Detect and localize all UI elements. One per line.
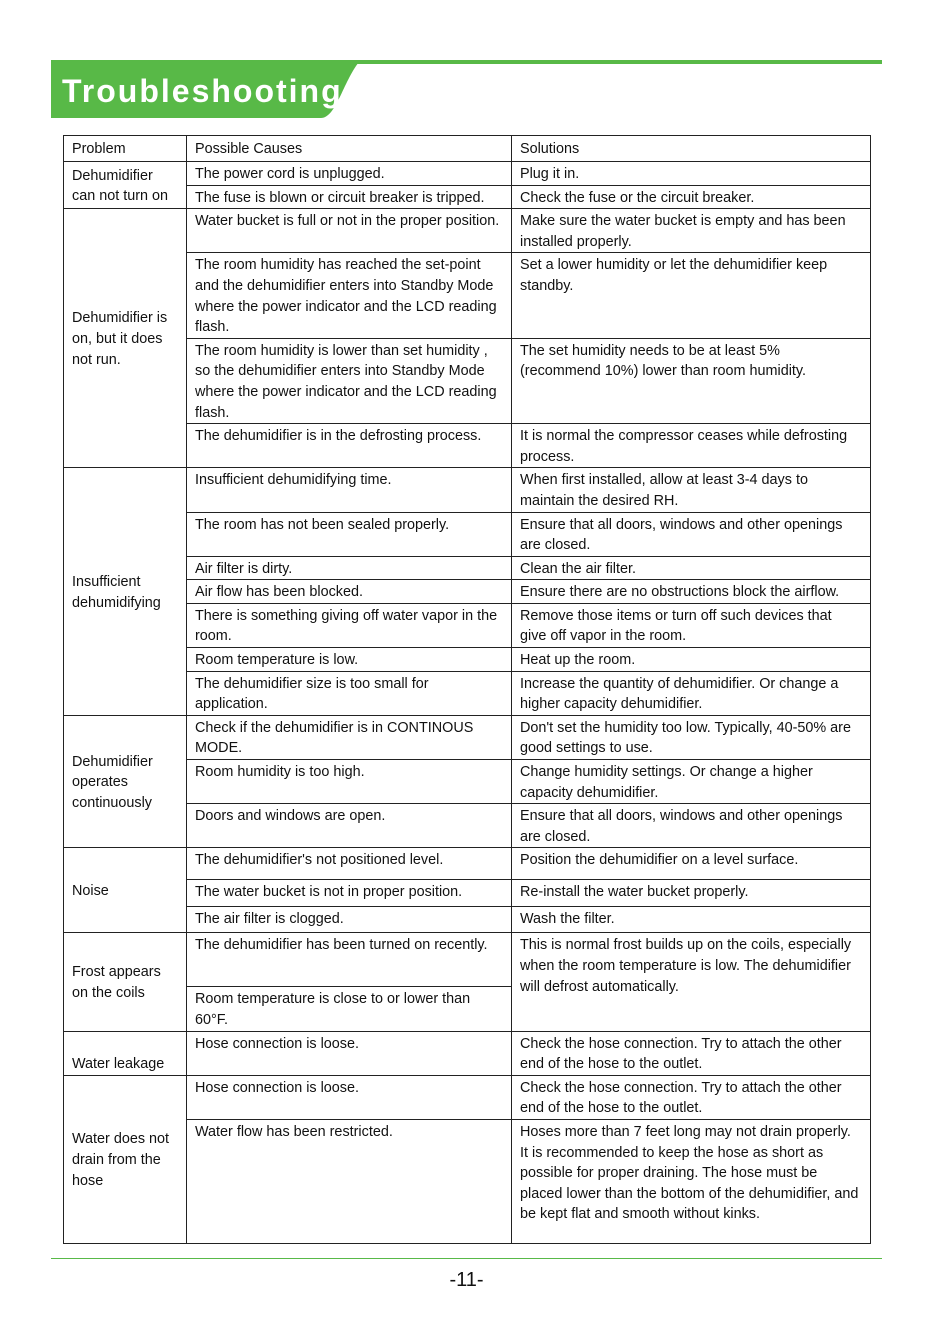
cause-cell: The fuse is blown or circuit breaker is tripped. (187, 185, 512, 209)
cause-cell: Hose connection is loose. (187, 1075, 512, 1119)
solution-cell: Position the dehumidifier on a level surface. (512, 848, 871, 880)
cause-cell: The dehumidifier's not positioned level. (187, 848, 512, 880)
header-problem: Problem (64, 136, 187, 162)
solution-cell: Change humidity settings. Or change a higher capacity dehumidifier. (512, 760, 871, 804)
solution-cell: Don't set the humidity too low. Typically, 40-50% are good settings to use. (512, 715, 871, 759)
cause-cell: Air filter is dirty. (187, 556, 512, 580)
cause-cell: Room humidity is too high. (187, 760, 512, 804)
table-row (64, 848, 871, 880)
cause-cell: Room temperature is close to or lower than 60°F. (187, 987, 512, 1031)
cause-cell: The air filter is clogged. (187, 907, 512, 933)
solution-cell: Check the hose connection. Try to attach the other end of the hose to the outlet. (512, 1031, 871, 1075)
solution-cell: Check the hose connection. Try to attach the other end of the hose to the outlet. (512, 1075, 871, 1119)
solution-cell: Set a lower humidity or let the dehumidifier keep standby. (512, 253, 871, 338)
problem-cell: Insufficient dehumidifying (64, 468, 187, 716)
solution-cell: Plug it in. (512, 162, 871, 186)
cause-cell: There is something giving off water vapor in the room. (187, 603, 512, 647)
page-number: -11- (449, 1269, 484, 1291)
table-row (64, 162, 871, 186)
cause-cell: The room has not been sealed properly. (187, 512, 512, 556)
header-causes: Possible Causes (187, 136, 512, 162)
solution-cell: Ensure there are no obstructions block the airflow. (512, 580, 871, 604)
solution-cell: Make sure the water bucket is empty and has been installed properly. (512, 209, 871, 253)
page-title: Troubleshooting (62, 73, 343, 109)
table-row (64, 1031, 871, 1075)
title-banner (51, 62, 359, 118)
cause-cell: Air flow has been blocked. (187, 580, 512, 604)
solution-cell: Ensure that all doors, windows and other openings are closed. (512, 804, 871, 848)
solution-cell: Remove those items or turn off such devices that give off vapor in the room. (512, 603, 871, 647)
problem-cell: Noise (64, 848, 187, 933)
cause-cell: The dehumidifier is in the defrosting process. (187, 424, 512, 468)
footer-rule (51, 1258, 882, 1259)
solution-cell: Clean the air filter. (512, 556, 871, 580)
solution-cell: When first installed, allow at least 3-4 days to maintain the desired RH. (512, 468, 871, 512)
solution-cell: Heat up the room. (512, 648, 871, 672)
cause-cell: The dehumidifier has been turned on recently. (187, 933, 512, 987)
cause-cell: Water bucket is full or not in the proper position. (187, 209, 512, 253)
solution-cell: Ensure that all doors, windows and other openings are closed. (512, 512, 871, 556)
table-header-row (64, 136, 871, 162)
solution-cell: The set humidity needs to be at least 5% (recommend 10%) lower than room humidity. (512, 338, 871, 423)
solution-cell: Increase the quantity of dehumidifier. Or change a higher capacity dehumidifier. (512, 671, 871, 715)
cause-cell: The power cord is unplugged. (187, 162, 512, 186)
problem-cell: Water leakage (64, 1031, 187, 1075)
solution-cell: It is normal the compressor ceases while defrosting process. (512, 424, 871, 468)
header-solutions: Solutions (512, 136, 871, 162)
cause-cell: Check if the dehumidifier is in CONTINOUS MODE. (187, 715, 512, 759)
cause-cell: The water bucket is not in proper position. (187, 880, 512, 907)
solution-cell: Hoses more than 7 feet long may not drain properly. It is recommended to keep the hose as short as possible for proper draining. The hose must be placed lower than the bottom of the dehumidifier, and be kept flat and smooth without kinks. (512, 1119, 871, 1243)
troubleshooting-table (63, 135, 871, 1244)
cause-cell: Water flow has been restricted. (187, 1119, 512, 1243)
cause-cell: The dehumidifier size is too small for application. (187, 671, 512, 715)
table-row (64, 209, 871, 253)
problem-cell: Dehumidifier operates continuously (64, 715, 187, 848)
cause-cell: Doors and windows are open. (187, 804, 512, 848)
cause-cell: The room humidity is lower than set humidity , so the dehumidifier enters into Standby Mode where the power indicator and the LCD reading flash. (187, 338, 512, 423)
table-row (64, 715, 871, 759)
solution-cell: Check the fuse or the circuit breaker. (512, 185, 871, 209)
cause-cell: Room temperature is low. (187, 648, 512, 672)
table-row (64, 468, 871, 512)
table-row (64, 933, 871, 987)
cause-cell: Hose connection is loose. (187, 1031, 512, 1075)
problem-cell: Water does not drain from the hose (64, 1075, 187, 1243)
solution-cell: Wash the filter. (512, 907, 871, 933)
cause-cell: The room humidity has reached the set-point and the dehumidifier enters into Standby Mode where the power indicator and the LCD reading flash. (187, 253, 512, 338)
solution-cell: This is normal frost builds up on the coils, especially when the room temperature is low. The dehumidifier will defrost automatically. (512, 933, 871, 1031)
problem-cell: Dehumidifier is on, but it does not run. (64, 209, 187, 468)
table-row (64, 1075, 871, 1119)
solution-cell: Re-install the water bucket properly. (512, 880, 871, 907)
problem-cell: Dehumidifier can not turn on (64, 162, 187, 209)
problem-cell: Frost appears on the coils (64, 933, 187, 1031)
cause-cell: Insufficient dehumidifying time. (187, 468, 512, 512)
